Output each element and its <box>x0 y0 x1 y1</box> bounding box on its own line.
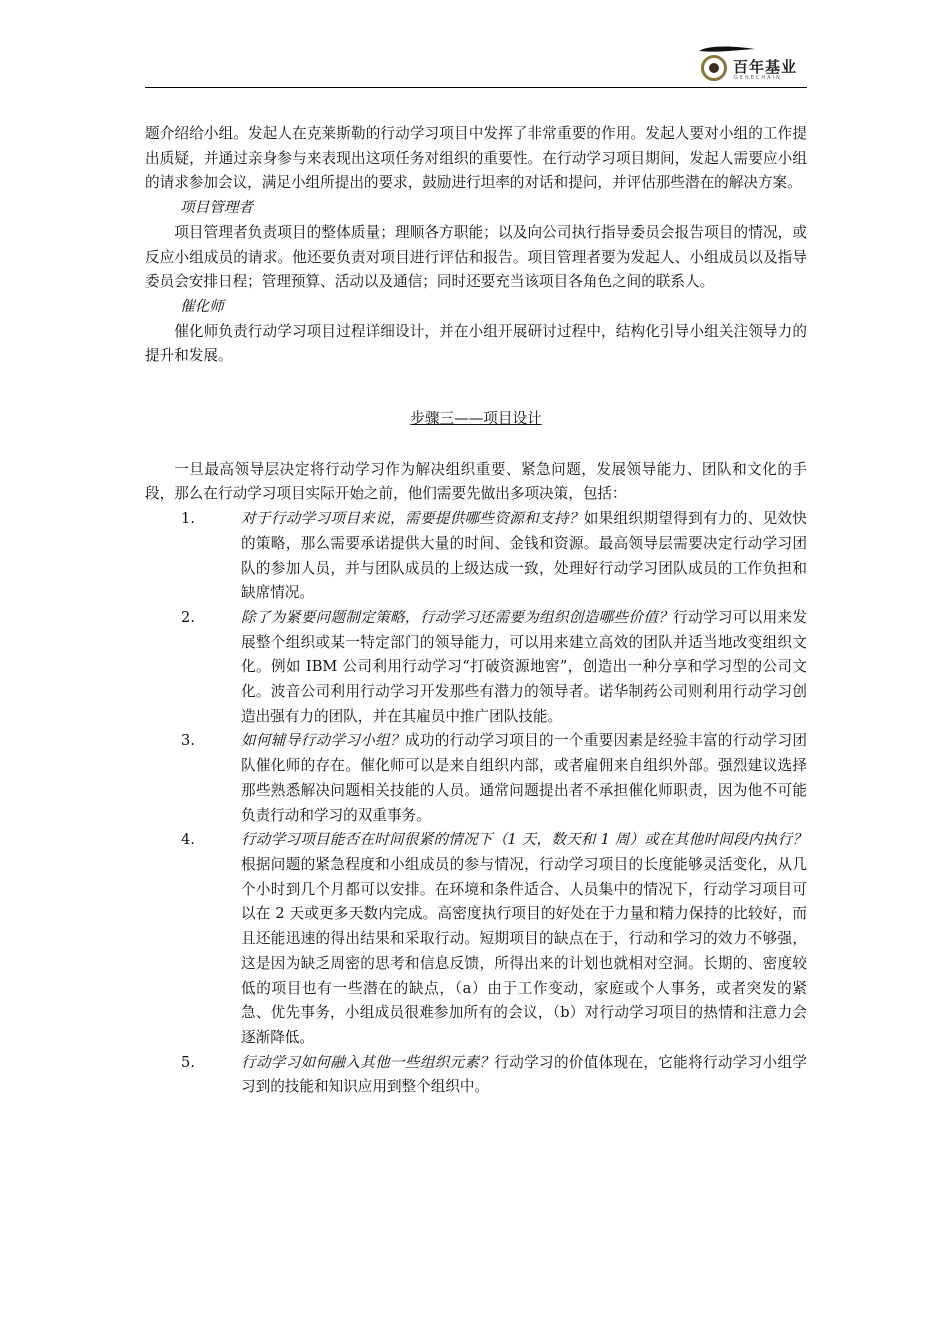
item-text: 行动学习可以用来发展整个组织或某一特定部门的领导能力，可以用来建立高效的团队并适当地改变组织文化。例如 IBM 公司利用行动学习“打破资源地窖”，创造出一种分享和学习型的公司文化。波音公司利用行动学习开发那些有潜力的领导者。诺华制药公司则利用行动学习创造出强有力的团队，并在其雇员中推广团队技能。 <box>241 608 807 725</box>
list-item <box>145 729 807 828</box>
item-question: 如何辅导行动学习小组？ <box>241 732 405 750</box>
list-item <box>145 1051 807 1100</box>
step-intro: 一旦最高领导层决定将行动学习作为解决组织重要、紧急问题，发展领导能力、团队和文化的手段，那么在行动学习项目实际开始之前，他们需要先做出多项决策，包括： <box>145 460 807 503</box>
item-text: 成功的行动学习项目的一个重要因素是经验丰富的行动学习团队催化师的存在。催化师可以是来自组织内部，或者雇佣来自组织外部。强烈建议选择那些熟悉解决问题相关技能的人员。通常问题提出者不承担催化师职责，因为他不可能负责行动和学习的双重事务。 <box>241 732 807 824</box>
list-item <box>145 606 807 730</box>
sponsor-paragraph: 题介绍给小组。发起人在克莱斯勒的行动学习项目中发挥了非常重要的作用。发起人要对小组的工作提出质疑，并通过亲身参与来表现出这项任务对组织的重要性。在行动学习项目期间，发起人需要应小组的请求参加会议，满足小组所提出的要求，鼓励进行坦率的对话和提问，并评估那些潜在的解决方案。 <box>145 125 807 192</box>
item-question: 除了为紧要问题制定策略，行动学习还需要为组织创造哪些价值？ <box>241 608 674 626</box>
item-question: 行动学习项目能否在时间很紧的情况下（1 天，数天和 1 周）或在其他时间段内执行？ <box>241 831 807 849</box>
item-question: 行动学习如何融入其他一些组织元素？ <box>241 1053 495 1071</box>
item-text: 根据问题的紧急程度和小组成员的参与情况，行动学习项目的长度能够灵活变化，从几个小时到几个月都可以安排。在环境和条件适合、人员集中的情况下，行动学习项目可以在 2 天或更多天数内完成。高密度执行项目的好处在于力量和精力保持的比较好，而且还能迅速的得出结果和采取行动。短期项目的缺点在于，行动和学习的效力不够强，这是因为缺乏周密的思考和信息反馈，所得出来的计划也就相对空洞。长期的、密度较低的项目也有一些潜在的缺点，（a）由于工作变动，家庭或个人事务，或者突发的紧急、优先事务，小组成员很难参加所有的会议，（b）对行动学习项目的热情和注意力会逐渐降低。 <box>241 855 807 1046</box>
item-number: 5. <box>181 1053 195 1071</box>
logo-seal-icon <box>701 55 727 81</box>
role-title-project-manager: 项目管理者 <box>180 199 254 217</box>
item-text: 如果组织期望得到有力的、见效快的策略，那么需要承诺提供大量的时间、金钱和资源。最高领导层需要决定行动学习团队的参加人员，并与团队成员的上级达成一致，处理好行动学习团队成员的工作负担和缺席情况。 <box>241 510 807 602</box>
role-title-catalyst: 催化师 <box>180 297 224 315</box>
section-heading: 步骤三——项目设计 <box>410 410 542 428</box>
header-rule <box>145 87 807 88</box>
company-logo <box>697 40 807 86</box>
logo-subtitle: GENECHAIN <box>734 75 782 81</box>
item-number: 3. <box>181 732 195 750</box>
item-number: 1. <box>181 510 195 528</box>
item-number: 2. <box>181 608 195 626</box>
item-question: 对于行动学习项目来说，需要提供哪些资源和支持？ <box>241 510 584 528</box>
item-number: 4. <box>181 831 195 849</box>
logo-name: 百年基业 <box>733 58 798 76</box>
page-header <box>145 40 807 88</box>
list-item <box>145 507 807 606</box>
brush-stroke-icon <box>697 44 757 56</box>
decision-list <box>145 507 807 1100</box>
item-text: 行动学习的价值体现在，它能将行动学习小组学习到的技能和知识应用到整个组织中。 <box>241 1053 807 1096</box>
role-text-project-manager: 项目管理者负责项目的整体质量；理顺各方职能；以及向公司执行指导委员会报告项目的情况，或反应小组成员的请求。他还要负责对项目进行评估和报告。项目管理者要为发起人、小组成员以及指导委员会安排日程；管理预算、活动以及通信；同时还要充当该项目各角色之间的联系人。 <box>145 223 807 291</box>
role-text-catalyst: 催化师负责行动学习项目过程详细设计，并在小组开展研讨过程中，结构化引导小组关注领导力的提升和发展。 <box>145 322 807 365</box>
list-item <box>145 828 807 1050</box>
document-body <box>145 122 807 1100</box>
